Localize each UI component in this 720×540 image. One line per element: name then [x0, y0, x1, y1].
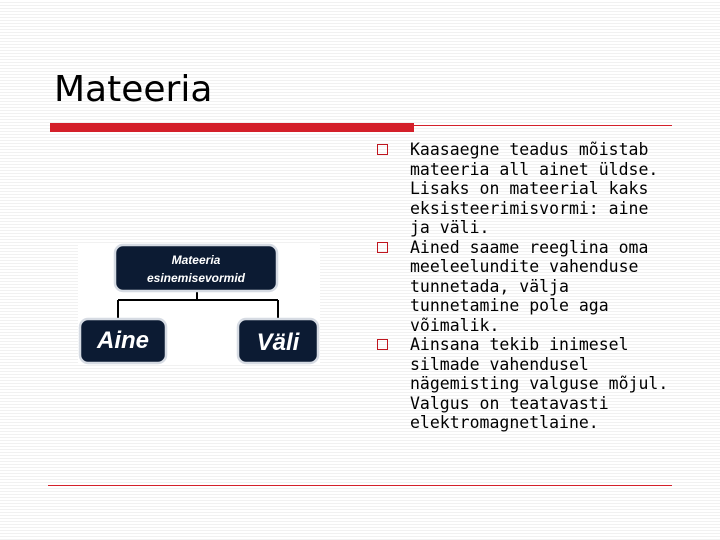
- bullet-item: [376, 140, 672, 238]
- slide-title: Mateeria: [54, 69, 213, 110]
- square-bullet-icon: [377, 242, 388, 253]
- title-accent-bar: [50, 123, 414, 132]
- matter-forms-diagram: [78, 243, 320, 365]
- bullet-text: Kaasaegne teadus mõistab mateeria all ainet üldse. Lisaks on mateerial kaks eksisteerimisvormi: aine ja väli.: [410, 140, 659, 237]
- square-bullet-icon: [377, 339, 388, 350]
- bullet-item: [376, 238, 672, 336]
- footer-rule: [48, 485, 672, 486]
- title-underline: [414, 125, 672, 126]
- square-bullet-icon: [377, 144, 388, 155]
- top-box-line1: Mateeria: [171, 253, 221, 267]
- diagram-svg: [78, 243, 320, 365]
- top-box-line2: esinemisevormid: [146, 271, 246, 285]
- bullet-list: [376, 140, 672, 433]
- bullet-text: Ained saame reeglina oma meeleelundite vahenduse tunnetada, välja tunnetamine pole aga võimalik.: [410, 237, 649, 335]
- bullet-text: Ainsana tekib inimesel silmade vahendusel nägemisting valguse mõjul. Valgus on teatavasti elektromagnetlaine.: [410, 335, 669, 432]
- left-box-label: Aine: [96, 327, 150, 354]
- bullet-item: [376, 335, 672, 433]
- right-box-label: Väli: [256, 329, 300, 356]
